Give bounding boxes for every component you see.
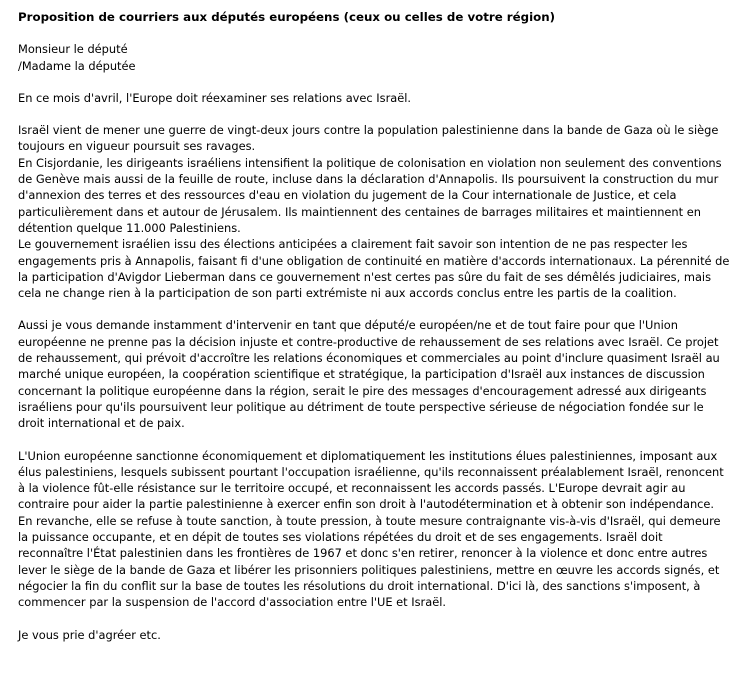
paragraph-gouvernement: Le gouvernement israélien issu des élections anticipées a clairement fait savoir son intention de ne pas respecter les engagements pris à Annapolis, faisant fi d'une obligation de continuité en matière d'accords internationaux. La pérennité de la participation d'Avigdor Lieberman dans ce gouvernement n'est certes pas sûre du fait de ses démêlés judiciaires, mais cela ne change rien à la participation de son parti extrémiste ni aux accords conclus entre les partis de la coalition. — [18, 237, 730, 301]
paragraph-union-europeenne: L'Union européenne sanctionne économiquement et diplomatiquement les institutions élues palestiniennes, imposant aux élus palestiniens, lesquels subissent pourtant l'occupation israélienne, qu'ils reconnaissent préalablement Israël, renoncent à la violence fût-elle résistance sur le territoire occupé, et reconnaissent les accords passés. L'Europe devrait agir au contraire pour aider la partie palestinienne à exercer enfin son droit à l'autodétermination et à obtenir son indépendance. — [18, 448, 724, 512]
letter-title: Proposition de courriers aux députés européens (ceux ou celles de votre région) — [18, 10, 556, 24]
paragraph-cisjordanie: En Cisjordanie, les dirigeants israéliens intensifient la politique de colonisation en violation non seulement des conventions de Genève mais aussi de la feuille de route, incluse dans la déclaration d'Annapolis. Ils poursuivent la construction du mur d'annexion des terres et des ressources d'eau en violation du jugement de la Cour internationale de Justice, et cela particulièrement dans et autour de Jérusalem. Ils maintiennent des centaines de barrages militaires et maintiennent en détention quelque 11.000 Palestiniens. — [18, 155, 722, 235]
paragraph-gaza: Israël vient de mener une guerre de vingt-deux jours contre la population palestinienne dans la bande de Gaza où le siège toujours en vigueur poursuit ses ravages. — [18, 123, 719, 154]
closing-formula: Je vous prie d'agréer etc. — [18, 627, 161, 642]
salutation — [18, 41, 730, 74]
salutation-line-1: Monsieur le député — [18, 42, 128, 57]
letter-body — [18, 9, 730, 643]
paragraph-demande: Aussi je vous demande instamment d'intervenir en tant que député/e européen/ne et de tout faire pour que l'Union européenne ne prenne pas la décision injuste et contre-productive de rehaussement de ses relations avec Israël. Ce projet de rehaussement, qui prévoit d'accroître les relations économiques et commerciales au point d'inclure quasiment Israël au marché unique européen, la coopération scientifique et stratégique, la participation d'Israël aux instances de discussion concernant la politique européenne dans la région, serait le pire des messages d'encouragement adressé aux dirigeants israéliens pour qu'ils poursuivent leur politique au détriment de toute perspective sérieuse de négociation fondée sur le droit international et de paix. — [18, 318, 720, 431]
salutation-line-2: /Madame la députée — [18, 58, 136, 73]
paragraph-intro: En ce mois d'avril, l'Europe doit réexaminer ses relations avec Israël. — [18, 90, 412, 105]
paragraph-en-revanche: En revanche, elle se refuse à toute sanction, à toute pression, à toute mesure contraignante vis-à-vis d'Israël, qui demeure la puissance occupante, et en dépit de toutes ses violations répétées du droit et de ses engagements. Israël doit reconnaître l'État palestinien dans les frontières de 1967 et donc s'en retirer, renoncer à la violence et donc entre autres lever le siège de la bande de Gaza et libérer les prisonniers politiques palestiniens, mettre en œuvre les accords signés, et négocier la fin du conflit sur la base de toutes les résolutions du droit international. D'ici là, des sanctions s'imposent, à commencer par la suspension de l'accord d'association entre l'UE et Israël. — [18, 513, 721, 610]
